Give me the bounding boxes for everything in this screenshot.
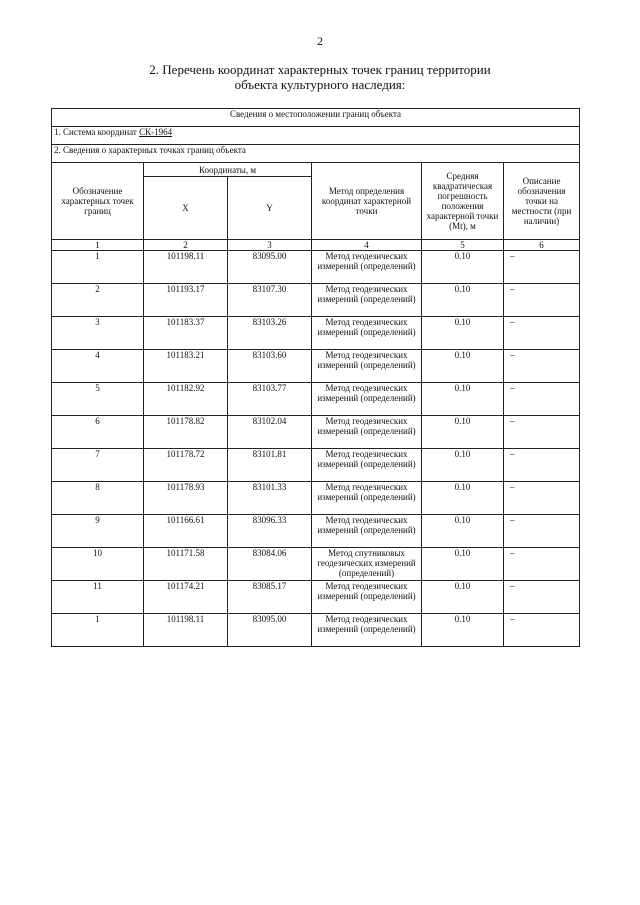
error-cell: 0.10 [422,581,504,614]
coord-system [52,127,580,145]
method-cell: Метод геодезических измерений (определений) [312,251,422,284]
table-row [52,581,580,614]
error-cell: 0.10 [422,548,504,581]
table-row [52,383,580,416]
description-cell: – [504,317,580,350]
column-number: 1 [52,240,144,251]
column-number: 3 [228,240,312,251]
y-cell: 83084.06 [228,548,312,581]
method-cell: Метод геодезических измерений (определений) [312,383,422,416]
description-cell: – [504,416,580,449]
point-cell: 9 [52,515,144,548]
method-cell: Метод спутниковых геодезических измерений (определений) [312,548,422,581]
y-cell: 83085.17 [228,581,312,614]
x-cell: 101178.93 [144,482,228,515]
point-cell: 7 [52,449,144,482]
x-cell: 101174.21 [144,581,228,614]
y-cell: 83101.33 [228,482,312,515]
table-row [52,482,580,515]
y-cell: 83103.77 [228,383,312,416]
y-cell: 83095.00 [228,614,312,647]
table-row [52,515,580,548]
error-cell: 0.10 [422,449,504,482]
description-cell: – [504,614,580,647]
error-cell: 0.10 [422,614,504,647]
section-title: Сведения о местоположении границ объекта [52,109,580,127]
x-cell: 101198.11 [144,251,228,284]
description-cell: – [504,284,580,317]
points-section-title: 2. Сведения о характерных точках границ объекта [52,145,580,163]
point-cell: 4 [52,350,144,383]
point-cell: 6 [52,416,144,449]
error-cell: 0.10 [422,383,504,416]
description-cell: – [504,482,580,515]
point-cell: 10 [52,548,144,581]
point-cell: 2 [52,284,144,317]
x-cell: 101166.61 [144,515,228,548]
column-number: 6 [504,240,580,251]
document-title [60,62,580,92]
y-cell: 83101.81 [228,449,312,482]
y-cell: 83103.60 [228,350,312,383]
method-cell: Метод геодезических измерений (определений) [312,482,422,515]
y-cell: 83102.04 [228,416,312,449]
table-row [52,416,580,449]
x-cell: 101183.37 [144,317,228,350]
description-cell: – [504,515,580,548]
header-error: Средняя квадратическая погрешность положения характерной точки (Mt), м [422,163,504,240]
header-description: Описание обозначения точки на местности (при наличии) [504,163,580,240]
point-cell: 3 [52,317,144,350]
method-cell: Метод геодезических измерений (определений) [312,284,422,317]
y-cell: 83096.33 [228,515,312,548]
method-cell: Метод геодезических измерений (определений) [312,515,422,548]
title-line-1: 2. Перечень координат характерных точек границ территории [149,62,491,77]
method-cell: Метод геодезических измерений (определений) [312,416,422,449]
x-cell: 101178.82 [144,416,228,449]
point-cell: 1 [52,614,144,647]
header-x: X [144,177,228,240]
column-number: 5 [422,240,504,251]
table-row [52,614,580,647]
x-cell: 101183.21 [144,350,228,383]
error-cell: 0.10 [422,317,504,350]
coord-system-prefix: 1. Система координат [54,127,140,137]
column-number: 2 [144,240,228,251]
method-cell: Метод геодезических измерений (определений) [312,350,422,383]
page-number: 2 [317,34,323,48]
table-row [52,284,580,317]
method-cell: Метод геодезических измерений (определений) [312,317,422,350]
title-line-2: объекта культурного наследия: [234,77,406,92]
error-cell: 0.10 [422,416,504,449]
error-cell: 0.10 [422,350,504,383]
y-cell: 83107.30 [228,284,312,317]
description-cell: – [504,251,580,284]
column-numbers-row [52,240,580,251]
point-cell: 1 [52,251,144,284]
coord-system-name: СК-1964 [139,127,173,137]
point-cell: 5 [52,383,144,416]
error-cell: 0.10 [422,515,504,548]
x-cell: 101171.58 [144,548,228,581]
header-designation: Обозначение характерных точек границ [52,163,144,240]
header-coordinates: Координаты, м [144,163,312,177]
table-row [52,449,580,482]
header-method: Метод определения координат характерной точки [312,163,422,240]
coordinates-table [51,108,580,647]
description-cell: – [504,581,580,614]
method-cell: Метод геодезических измерений (определений) [312,581,422,614]
table-row [52,251,580,284]
column-number: 4 [312,240,422,251]
error-cell: 0.10 [422,251,504,284]
description-cell: – [504,449,580,482]
table-row [52,317,580,350]
error-cell: 0.10 [422,482,504,515]
header-y: Y [228,177,312,240]
point-cell: 11 [52,581,144,614]
x-cell: 101193.17 [144,284,228,317]
y-cell: 83103.26 [228,317,312,350]
method-cell: Метод геодезических измерений (определений) [312,614,422,647]
table-row [52,350,580,383]
table-row [52,548,580,581]
method-cell: Метод геодезических измерений (определений) [312,449,422,482]
x-cell: 101182.92 [144,383,228,416]
x-cell: 101198.11 [144,614,228,647]
y-cell: 83095.00 [228,251,312,284]
description-cell: – [504,548,580,581]
point-cell: 8 [52,482,144,515]
description-cell: – [504,383,580,416]
x-cell: 101178.72 [144,449,228,482]
description-cell: – [504,350,580,383]
error-cell: 0.10 [422,284,504,317]
